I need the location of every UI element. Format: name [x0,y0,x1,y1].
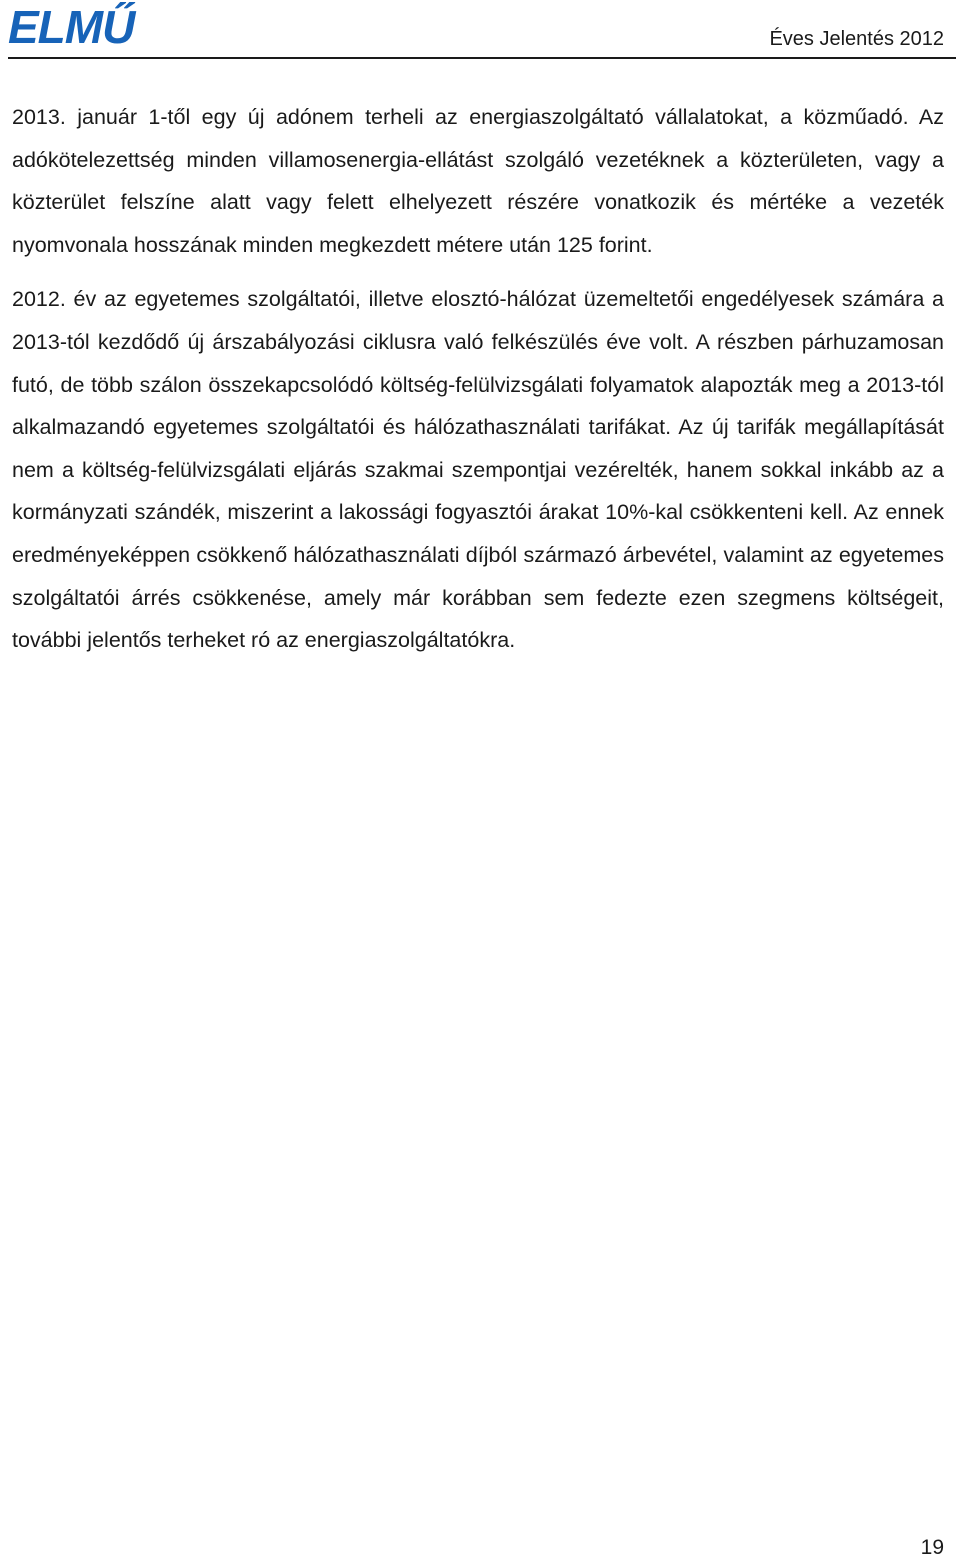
header-divider [8,57,956,59]
document-body [12,96,944,674]
paragraph-tax: 2013. január 1-től egy új adónem terheli az energiaszolgáltató vállalatokat, a közműadó. Az adókötelezettség minden villamosenergia-ellátást szolgáló vezetéknek a közterületen, vagy a közterület felszíne alatt vagy felett elhelyezett részére vonatkozik és mértéke a vezeték nyomvonala hosszának minden megkezdett métere után 125 forint. [12,105,944,257]
paragraph-tariffs: 2012. év az egyetemes szolgáltatói, illetve elosztó-hálózat üzemeltetői engedélyesek számára a 2013-tól kezdődő új árszabályozási ciklusra való felkészülés éve volt. A részben párhuzamosan futó, de több szálon összekapcsolódó költség-felülvizsgálati folyamatok alapozták meg a 2013-tól alkalmazandó egyetemes szolgáltatói és hálózathasználati tarifákat. Az új tarifák megállapítását nem a költség-felülvizsgálati eljárás szakmai szempontjai vezérelték, hanem sokkal inkább az a kormányzati szándék, miszerint a lakossági fogyasztói árakat 10%-kal csökkenteni kell. Az ennek eredményeképpen csökkenő hálózathasználati díjból származó árbevétel, valamint az egyetemes szolgáltatói árrés csökkenése, amely már korábban sem fedezte ezen szegmens költségeit, további jelentős terheket ró az energiaszolgáltatókra. [12,287,944,653]
report-title: Éves Jelentés 2012 [769,28,944,50]
page-number: 19 [920,1536,944,1559]
company-logo: ELMŰ [8,1,135,53]
page-header [0,0,960,62]
